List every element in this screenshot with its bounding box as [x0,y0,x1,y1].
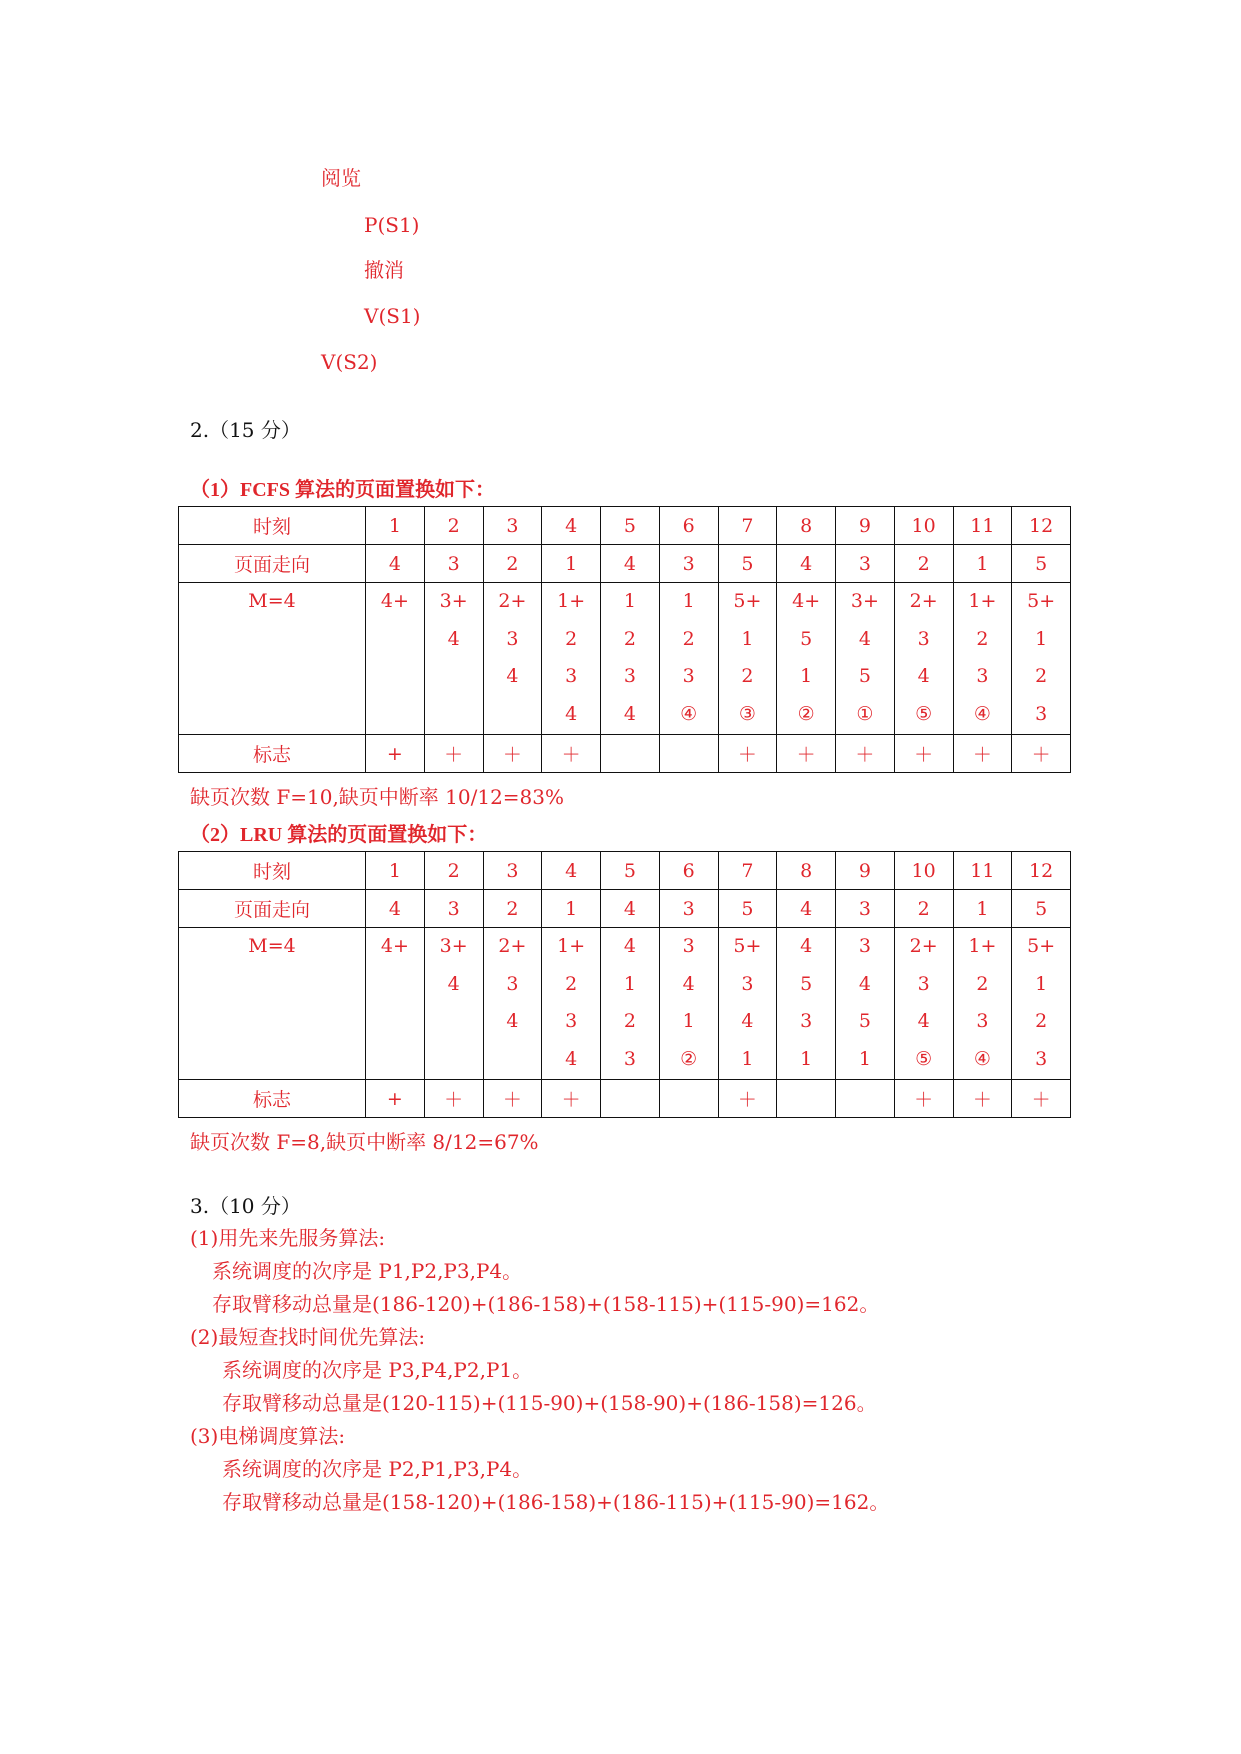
time-cell: 8 [777,507,836,545]
frame-value: 1 [1035,627,1048,650]
frame-value: 3 [976,1010,989,1033]
time-cell: 6 [659,507,718,545]
frame-value: 1 [682,590,695,612]
frame-value: 1+ [557,590,586,612]
frame-value: 2 [682,627,695,650]
frames-cell [1012,583,1071,735]
frame-value: 1 [800,1047,813,1070]
page-row [179,545,1071,583]
frames-cell [601,928,660,1080]
q3-line: 存取臂移动总量是(186-120)+(186-158)+(158-115)+(115-90)=162。 [212,1292,880,1316]
frame-value: 4 [447,627,460,650]
frame-value: 5 [858,665,871,688]
page-label: 页面走向 [179,545,366,583]
page-cell: 1 [542,890,601,928]
frames-cell [1012,928,1071,1080]
frame-value [366,1003,424,1041]
time-cell: 9 [836,507,895,545]
page-cell: 3 [659,890,718,928]
flag-cell: ＋ [718,735,777,773]
q3-heading: 3.（10 分） [190,1194,301,1218]
page-cell: 3 [836,890,895,928]
frame-value: 1 [741,1047,754,1070]
frames-label: M=4 [179,928,366,1080]
frame-value [366,966,424,1004]
frame-value: 1 [623,590,636,612]
frame-value: 4 [800,935,813,957]
frame-value: ③ [738,702,756,725]
page-cell: 1 [953,545,1012,583]
frame-value: 3 [506,627,519,650]
time-cell: 4 [542,507,601,545]
frame-value: 5+ [1027,935,1056,957]
lru-table [178,851,1071,1118]
flag-cell: ＋ [894,735,953,773]
frames-cell [659,583,718,735]
flag-cell: ＋ [894,1080,953,1118]
frame-value [425,1041,483,1079]
frame-value: 5 [858,1010,871,1033]
frame-value: 4 [623,702,636,725]
time-cell: 2 [424,852,483,890]
frame-value: 4 [447,972,460,995]
page-cell: 3 [424,545,483,583]
flag-cell: ＋ [542,1080,601,1118]
frame-value: 4 [565,1047,578,1070]
frame-value: ④ [680,702,698,725]
frames-cell [953,928,1012,1080]
frames-cell [836,583,895,735]
frames-cell [542,583,601,735]
time-cell: 3 [483,507,542,545]
page-cell: 4 [601,890,660,928]
frame-value [425,1003,483,1041]
frame-value: 3 [623,1047,636,1070]
frames-cell [483,583,542,735]
flag-cell: ＋ [953,735,1012,773]
frame-value: 5 [800,972,813,995]
time-cell: 5 [601,852,660,890]
time-label: 时刻 [179,852,366,890]
frame-value: 3+ [439,935,468,957]
frame-value: ④ [973,1047,991,1070]
frame-value: 4 [506,665,519,688]
frame-value: 1+ [968,590,997,612]
frames-cell [718,928,777,1080]
page-cell: 2 [894,890,953,928]
frame-value: 1+ [557,935,586,957]
frame-value: 3 [976,665,989,688]
time-cell: 12 [1012,507,1071,545]
frame-value: 3 [1035,702,1048,725]
time-cell: 9 [836,852,895,890]
q3-line: 系统调度的次序是 P1,P2,P3,P4。 [212,1259,523,1283]
frame-value: 3 [741,972,754,995]
frame-value: 3 [682,935,695,957]
frame-value [425,696,483,734]
p-s1-text: P(S1) [364,213,420,237]
flag-cell [659,735,718,773]
page-cell: 4 [777,890,836,928]
frame-value: 5 [800,627,813,650]
flag-row [179,735,1071,773]
flag-cell: ＋ [483,1080,542,1118]
flag-cell: ＋ [777,735,836,773]
page-cell: 4 [366,545,425,583]
frame-value [484,696,542,734]
frame-value: 3 [917,627,930,650]
frame-value: 3 [917,972,930,995]
frames-cell [424,928,483,1080]
flag-cell: ＋ [836,735,895,773]
frame-value: ② [797,702,815,725]
frames-cell [366,583,425,735]
frame-value: 4 [917,665,930,688]
page-cell: 3 [659,545,718,583]
fcfs-title: （1）FCFS 算法的页面置换如下： [190,479,495,501]
flag-cell: ＋ [1012,735,1071,773]
flag-label: 标志 [179,1080,366,1118]
time-cell: 12 [1012,852,1071,890]
time-cell: 5 [601,507,660,545]
q3-line: 存取臂移动总量是(120-115)+(115-90)+(158-90)+(186-158)=126。 [222,1391,877,1415]
frame-value: 3 [506,972,519,995]
frame-value: 3 [565,1010,578,1033]
q3-line: (1)用先来先服务算法: [190,1226,386,1250]
q3-line: 系统调度的次序是 P3,P4,P2,P1。 [222,1358,533,1382]
frame-value: ① [856,702,874,725]
frame-value: 3 [1035,1047,1048,1070]
frame-value: 3 [800,1010,813,1033]
frames-cell [659,928,718,1080]
frame-value: 5+ [733,935,762,957]
page-row [179,890,1071,928]
frame-value: ② [680,1047,698,1070]
frame-value: 2 [623,1010,636,1033]
frames-row [179,583,1071,735]
fcfs-summary: 缺页次数 F=10,缺页中断率 10/12=83% [190,785,565,809]
frame-value: 3+ [439,590,468,612]
frame-value: 1+ [968,935,997,957]
time-row [179,852,1071,890]
page-cell: 5 [718,545,777,583]
frame-value: 4+ [380,935,409,957]
frame-value: 2+ [498,935,527,957]
frame-value: 2 [976,972,989,995]
flag-cell: ＋ [542,735,601,773]
page-cell: 1 [542,545,601,583]
frames-cell [601,583,660,735]
lru-summary: 缺页次数 F=8,缺页中断率 8/12=67% [190,1130,539,1154]
frame-value: ⑤ [915,702,933,725]
frame-value: 4 [506,1010,519,1033]
flag-cell: + [366,1080,425,1118]
frame-value: 2 [976,627,989,650]
frames-cell [424,583,483,735]
frames-cell [366,928,425,1080]
frame-value: ⑤ [915,1047,933,1070]
frame-value [484,1041,542,1079]
frames-cell [777,928,836,1080]
page-cell: 1 [953,890,1012,928]
q3-line: 系统调度的次序是 P2,P1,P3,P4。 [222,1457,533,1481]
flag-cell [601,1080,660,1118]
page-cell: 3 [836,545,895,583]
time-cell: 7 [718,507,777,545]
flag-cell: ＋ [424,735,483,773]
page-cell: 4 [777,545,836,583]
q2-heading: 2.（15 分） [190,418,301,442]
time-label: 时刻 [179,507,366,545]
frame-value: 1 [623,972,636,995]
cancel-text: 撤消 [364,258,404,282]
page-cell: 2 [483,890,542,928]
frame-value: 4+ [792,590,821,612]
frames-cell [483,928,542,1080]
frame-value: 4 [623,935,636,957]
flag-cell: ＋ [424,1080,483,1118]
frame-value: 4 [917,1010,930,1033]
flag-cell [659,1080,718,1118]
frames-cell [894,928,953,1080]
frame-value: 4 [682,972,695,995]
flag-cell [601,735,660,773]
frame-value [366,1041,424,1079]
frame-value: 1 [858,1047,871,1070]
frame-value: 2+ [909,590,938,612]
frame-value: 2+ [498,590,527,612]
frame-value: 4+ [380,590,409,612]
frame-value: 4 [858,627,871,650]
frame-value: 2 [565,972,578,995]
v-s2-text: V(S2) [321,350,378,374]
time-cell: 11 [953,852,1012,890]
frames-label: M=4 [179,583,366,735]
frame-value: 2+ [909,935,938,957]
frame-value [366,696,424,734]
frame-value: 3 [682,665,695,688]
frames-row [179,928,1071,1080]
frame-value: 4 [858,972,871,995]
frames-cell [718,583,777,735]
frame-value: 4 [565,702,578,725]
flag-cell: ＋ [953,1080,1012,1118]
time-cell: 1 [366,507,425,545]
q3-line: (3)电梯调度算法: [190,1424,346,1448]
page-cell: 3 [424,890,483,928]
q3-line: (2)最短查找时间优先算法: [190,1325,426,1349]
page-cell: 4 [366,890,425,928]
time-cell: 3 [483,852,542,890]
flag-cell: ＋ [483,735,542,773]
frame-value [425,658,483,696]
flag-row [179,1080,1071,1118]
time-cell: 7 [718,852,777,890]
flag-cell: ＋ [718,1080,777,1118]
lru-title: （2）LRU 算法的页面置换如下： [190,824,488,846]
frames-cell [953,583,1012,735]
time-row [179,507,1071,545]
time-cell: 2 [424,507,483,545]
frame-value: 1 [741,627,754,650]
frames-cell [894,583,953,735]
time-cell: 10 [894,852,953,890]
frame-value: 5+ [733,590,762,612]
page-cell: 5 [718,890,777,928]
frame-value: 4 [741,1010,754,1033]
q3-line: 存取臂移动总量是(158-120)+(186-158)+(186-115)+(115-90)=162。 [222,1490,890,1514]
flag-cell: ＋ [1012,1080,1071,1118]
v-s1-text: V(S1) [364,304,421,328]
frame-value: 3 [858,935,871,957]
frame-value: 1 [800,665,813,688]
frame-value: 1 [682,1010,695,1033]
frame-value: 2 [1035,1010,1048,1033]
frames-cell [836,928,895,1080]
page-cell: 5 [1012,890,1071,928]
page-label: 页面走向 [179,890,366,928]
page-cell: 2 [483,545,542,583]
frame-value: 2 [623,627,636,650]
frame-value [366,621,424,659]
page-cell: 4 [601,545,660,583]
flag-cell [836,1080,895,1118]
frame-value: 3+ [850,590,879,612]
flag-cell [777,1080,836,1118]
time-cell: 10 [894,507,953,545]
time-cell: 8 [777,852,836,890]
time-cell: 6 [659,852,718,890]
time-cell: 4 [542,852,601,890]
flag-label: 标志 [179,735,366,773]
time-cell: 11 [953,507,1012,545]
frame-value: 2 [565,627,578,650]
frame-value: ④ [973,702,991,725]
frame-value: 2 [1035,665,1048,688]
frame-value: 2 [741,665,754,688]
frames-cell [542,928,601,1080]
browse-text: 阅览 [321,166,361,190]
frame-value: 1 [1035,972,1048,995]
fcfs-table [178,506,1071,773]
page-cell: 2 [894,545,953,583]
frames-cell [777,583,836,735]
frame-value: 5+ [1027,590,1056,612]
page-cell: 5 [1012,545,1071,583]
time-cell: 1 [366,852,425,890]
frame-value: 3 [623,665,636,688]
frame-value: 3 [565,665,578,688]
frame-value [366,658,424,696]
flag-cell: + [366,735,425,773]
